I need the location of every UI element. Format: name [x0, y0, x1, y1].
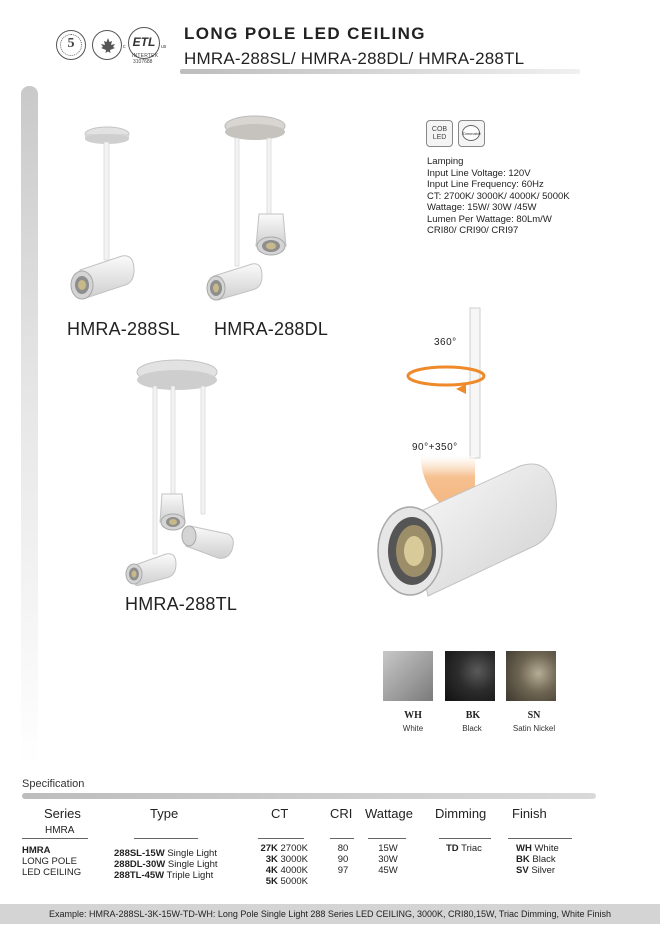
- cri-value: 80: [337, 843, 349, 854]
- type-row: [114, 859, 218, 870]
- column-rule: [508, 838, 572, 839]
- ct-code: 4K: [265, 865, 278, 876]
- rotation-detail-image: [370, 306, 570, 606]
- model-label-single: HMRA-288SL: [67, 319, 181, 339]
- side-decoration-bar: [21, 86, 38, 766]
- finish-swatch-black: [445, 651, 495, 701]
- ct-desc: 2700K: [280, 843, 308, 854]
- cri-list: [332, 843, 354, 876]
- finish-swatch-white: [383, 651, 433, 701]
- type-row: [114, 870, 218, 881]
- finish-code: WH: [404, 710, 422, 721]
- cert-number: 3107688: [133, 59, 153, 65]
- model-label-triple: HMRA-288TL: [125, 594, 238, 614]
- ct-code: 3K: [265, 854, 278, 865]
- cri-value: 90: [337, 854, 349, 865]
- series-name: [22, 845, 81, 878]
- ct-desc: 5000K: [280, 876, 308, 887]
- ct-desc: 4000K: [280, 865, 308, 876]
- title-underline: [180, 69, 580, 74]
- ct-row: [254, 876, 308, 887]
- column-rule: [439, 838, 491, 839]
- finish-row: [516, 843, 559, 854]
- feature-list: [427, 156, 570, 237]
- type-row: [114, 848, 218, 859]
- feature-line: Wattage: 15W/ 30W /45W: [427, 202, 537, 213]
- dimming-code: TD: [446, 843, 459, 854]
- cert-c-label: c: [123, 44, 126, 50]
- feature-line: Lumen Per Wattage: 80Lm/W: [427, 213, 552, 225]
- finish-swatch-satin-nickel: [506, 651, 556, 701]
- model-list: HMRA-288SL/ HMRA-288DL/ HMRA-288TL: [184, 49, 525, 68]
- cri-value: 97: [337, 865, 349, 876]
- ct-row: [254, 865, 308, 876]
- spec-heading: Specification: [22, 778, 85, 790]
- finish-name: White: [402, 724, 424, 733]
- series-name-line: LED CEILING: [22, 867, 82, 878]
- warranty-badge-icon: [56, 30, 86, 60]
- col-header-cri: CRI: [330, 806, 353, 821]
- cob-led-icon: [426, 120, 453, 147]
- ct-code: 27K: [260, 843, 278, 854]
- feature-line: CRI80/ CRI90/ CRI97: [427, 225, 519, 236]
- column-rule: [258, 838, 304, 839]
- ct-code: 5K: [265, 876, 278, 887]
- series-code: HMRA: [45, 825, 75, 836]
- finish-name: Satin Nickel: [512, 724, 556, 733]
- single-light-fixture-image: [60, 120, 160, 320]
- type-desc: Single Light: [167, 848, 217, 859]
- type-code: 288SL-15W: [114, 848, 165, 859]
- warranty-years: 5: [67, 36, 75, 51]
- col-header-wattage: Wattage: [365, 806, 413, 821]
- finish-row: [516, 854, 559, 865]
- finish-row-code: WH: [516, 843, 532, 854]
- wattage-list: [370, 843, 406, 876]
- col-header-series: Series: [44, 806, 81, 821]
- ct-row: [254, 843, 308, 854]
- page-title: LONG POLE LED CEILING: [184, 24, 426, 43]
- example-text: Example: HMRA-288SL-3K-15W-TD-WH: Long Pole Single Light 288 Series LED CEILING, 3000K, CRI80,15W, Triac Dimming, White Finish: [48, 909, 612, 919]
- finish-name: Black: [462, 724, 482, 733]
- feature-line: Input Line Frequency: 60Hz: [427, 179, 544, 190]
- model-label-double: HMRA-288DL: [214, 319, 329, 339]
- finish-row-code: SV: [516, 865, 529, 876]
- wattage-value: 30W: [378, 854, 398, 865]
- spec-divider: [22, 793, 596, 799]
- feature-line: Lamping: [427, 156, 464, 167]
- type-desc: Single Light: [167, 859, 218, 870]
- finish-code: BK: [465, 710, 481, 721]
- finish-row: [516, 865, 559, 876]
- col-header-finish: Finish: [512, 806, 547, 821]
- series-name-line: HMRA: [22, 845, 51, 856]
- type-code: 288DL-30W: [114, 859, 166, 870]
- col-header-dimming: Dimming: [435, 806, 487, 821]
- finish-code: SN: [527, 710, 541, 721]
- series-name-line: LONG POLE: [22, 856, 77, 867]
- column-rule: [368, 838, 406, 839]
- wattage-value: 45W: [378, 865, 398, 876]
- finish-row-desc: Silver: [531, 865, 556, 876]
- column-rule: [330, 838, 354, 839]
- dimmable-icon: [458, 120, 485, 147]
- column-rule: [22, 838, 88, 839]
- feature-line: CT: 2700K/ 3000K/ 4000K/ 5000K: [427, 190, 570, 202]
- ct-desc: 3000K: [280, 854, 308, 865]
- dimming-desc: Triac: [461, 843, 482, 854]
- rotation-vertical-label: 90°+350°: [412, 442, 458, 453]
- finish-row-desc: Black: [532, 854, 556, 865]
- ct-list: [254, 843, 308, 887]
- col-header-ct: CT: [271, 806, 289, 821]
- wattage-value: 15W: [378, 843, 398, 854]
- triple-light-fixture-image: [120, 356, 250, 586]
- finish-list: [516, 843, 559, 876]
- dimming-list: [446, 843, 482, 854]
- double-light-fixture-image: [200, 112, 310, 312]
- cert-lab-label: INTERTEK: [132, 53, 159, 59]
- dimmable-label: Dimmable: [462, 125, 480, 141]
- type-desc: Triple Light: [166, 870, 214, 881]
- cert-us-label: us: [161, 44, 167, 50]
- cob-led-label: COB LED: [431, 126, 448, 141]
- finish-row-code: BK: [516, 854, 530, 865]
- col-header-type: Type: [150, 806, 179, 821]
- type-list: [114, 848, 218, 881]
- etl-mark: ETL: [132, 35, 156, 49]
- rotation-horizontal-label: 360°: [434, 337, 457, 348]
- ct-row: [254, 854, 308, 865]
- finish-row-desc: White: [534, 843, 559, 854]
- type-code: 288TL-45W: [114, 870, 165, 881]
- column-rule: [134, 838, 198, 839]
- feature-line: Input Line Voltage: 120V: [427, 167, 531, 179]
- maple-leaf-badge-icon: [92, 30, 122, 60]
